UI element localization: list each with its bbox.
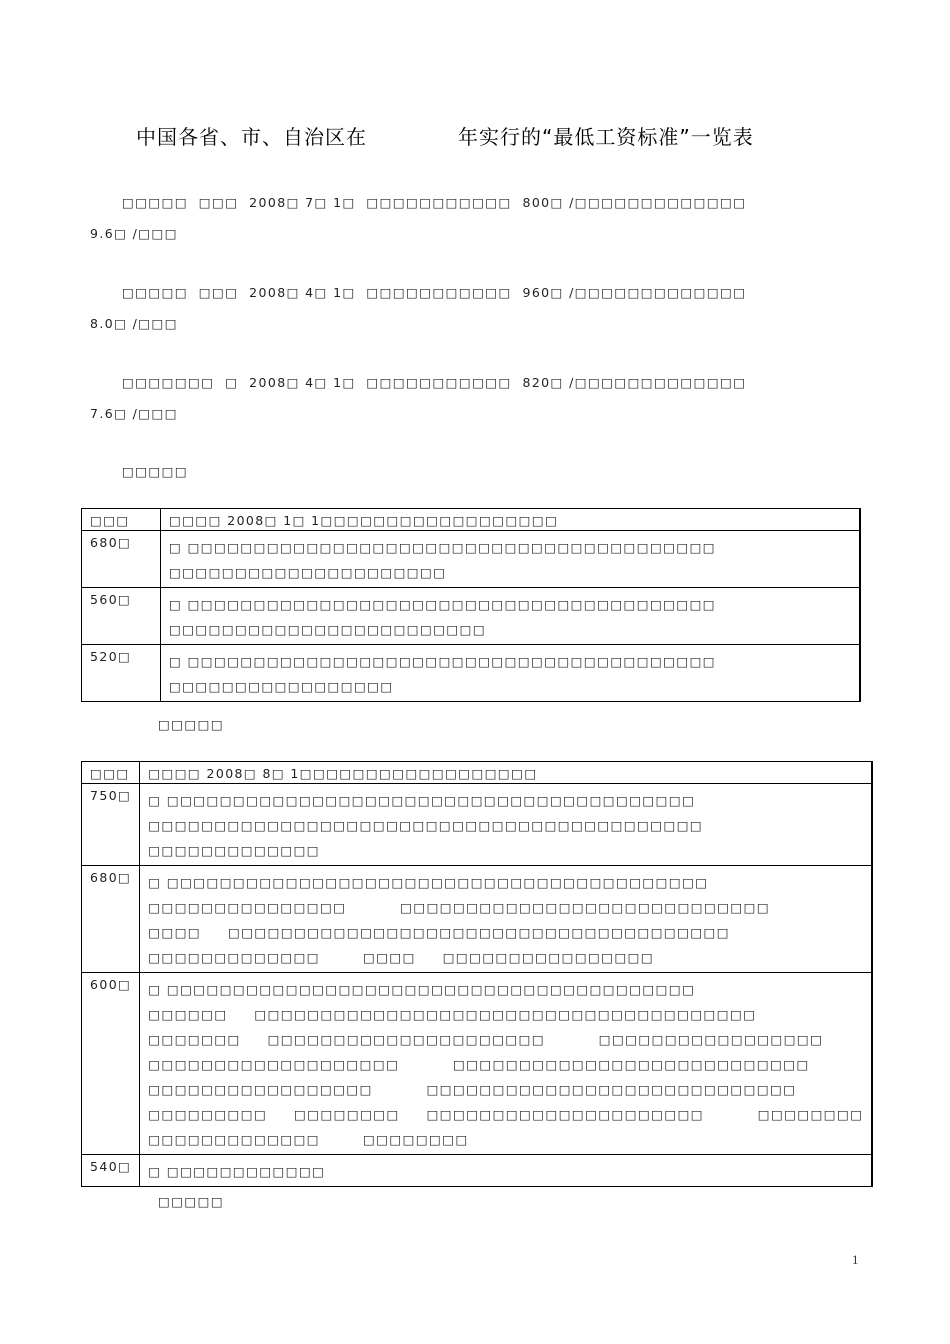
region-line: □□□□□□□□□□□□□□□□□□□□□□□□ xyxy=(169,622,487,637)
table-header-cell: □□□ xyxy=(82,762,140,784)
wage-amount: 560□ xyxy=(82,588,161,645)
region-list-cell xyxy=(161,588,861,645)
table-row xyxy=(82,866,873,973)
paragraph-3-line-2: 7.6□ /□□□ xyxy=(90,406,178,421)
table-row xyxy=(82,973,873,1155)
wage-amount: 520□ xyxy=(82,645,161,702)
paragraph-3-line-1: □□□□□□□ □ 2008□ 4□ 1□ □□□□□□□□□□□ 820□ /□□□□□□□□□□□□□ xyxy=(122,375,747,390)
region-line: □□□□□□□ □□□□□□□□□□□□□□□□□□□□□ □□□□□□□□□□□□□□□□□ xyxy=(148,1032,824,1047)
region-line: □□□□□□□□□ □□□□□□□□ □□□□□□□□□□□□□□□□□□□□□ □□□□□□□□ xyxy=(148,1107,864,1122)
region-line: □□□□□□□□□□□□□□□□□□□□□ xyxy=(169,565,447,580)
paragraph-2-line-1: □□□□□ □□□ 2008□ 4□ 1□ □□□□□□□□□□□ 960□ /□□□□□□□□□□□□□ xyxy=(122,285,747,300)
region-list-cell xyxy=(140,973,873,1155)
page-title-right: 年实行的“最低工资标准”一览表 xyxy=(458,125,754,149)
region-list-cell xyxy=(161,645,861,702)
region-line: □ □□□□□□□□□□□□ xyxy=(148,1164,326,1179)
wage-amount: 600□ xyxy=(82,973,140,1155)
region-line: □ □□□□□□□□□□□□□□□□□□□□□□□□□□□□□□□□□□□□□□□□ xyxy=(169,654,716,669)
wage-amount: 680□ xyxy=(82,866,140,973)
wage-amount: 750□ xyxy=(82,784,140,866)
table-row xyxy=(82,784,873,866)
section-label-3: □□□□□ xyxy=(158,1194,225,1209)
region-line: □ □□□□□□□□□□□□□□□□□□□□□□□□□□□□□□□□□□□□□□□□ xyxy=(169,597,716,612)
region-line: □□□□□□□□□□□□□□□□□ □□□□□□□□□□□□□□□□□□□□□□□□□□□□ xyxy=(148,1082,797,1097)
table-row xyxy=(82,531,861,588)
region-line: □ □□□□□□□□□□□□□□□□□□□□□□□□□□□□□□□□□□□□□□□□ xyxy=(169,540,716,555)
region-line: □□□□□□□□□□□□□ xyxy=(148,843,321,858)
table-header-row xyxy=(82,509,861,531)
region-line: □ □□□□□□□□□□□□□□□□□□□□□□□□□□□□□□□□□□□□□□□□ xyxy=(148,982,696,997)
region-list-cell xyxy=(161,531,861,588)
region-line: □□□□□□□□□□□□□ □□□□□□□□ xyxy=(148,1132,469,1147)
section-label-2: □□□□□ xyxy=(158,717,225,732)
region-list-cell xyxy=(140,1155,873,1187)
region-line: □□□□ □□□□□□□□□□□□□□□□□□□□□□□□□□□□□□□□□□□□□□ xyxy=(148,925,730,940)
table-row xyxy=(82,588,861,645)
page-number: 1 xyxy=(852,1252,859,1267)
wage-amount: 540□ xyxy=(82,1155,140,1187)
region-line: □□□□□□ □□□□□□□□□□□□□□□□□□□□□□□□□□□□□□□□□□□□□□ xyxy=(148,1007,757,1022)
paragraph-1-line-2: 9.6□ /□□□ xyxy=(90,226,178,241)
table-row xyxy=(82,1155,873,1187)
region-line: □□□□□□□□□□□□□□□□□ xyxy=(169,679,394,694)
table-header-cell: □□□□ 2008□ 8□ 1□□□□□□□□□□□□□□□□□□ xyxy=(140,762,873,784)
table-header-row xyxy=(82,762,873,784)
paragraph-2-line-2: 8.0□ /□□□ xyxy=(90,316,178,331)
table-header-cell: □□□□ 2008□ 1□ 1□□□□□□□□□□□□□□□□□□ xyxy=(161,509,861,531)
region-line: □□□□□□□□□□□□□□□□□□□□□□□□□□□□□□□□□□□□□□□□□□ xyxy=(148,818,704,833)
region-line: □ □□□□□□□□□□□□□□□□□□□□□□□□□□□□□□□□□□□□□□□□ xyxy=(148,793,696,808)
region-line: □□□□□□□□□□□□□ □□□□ □□□□□□□□□□□□□□□□ xyxy=(148,950,655,965)
region-line: □□□□□□□□□□□□□□□ □□□□□□□□□□□□□□□□□□□□□□□□□□□□ xyxy=(148,900,771,915)
region-list-cell xyxy=(140,866,873,973)
region-line: □ □□□□□□□□□□□□□□□□□□□□□□□□□□□□□□□□□□□□□□□□□ xyxy=(148,875,709,890)
table-row xyxy=(82,645,861,702)
wage-amount: 680□ xyxy=(82,531,161,588)
wage-table-2 xyxy=(81,761,873,1187)
paragraph-1-line-1: □□□□□ □□□ 2008□ 7□ 1□ □□□□□□□□□□□ 800□ /□□□□□□□□□□□□□ xyxy=(122,195,747,210)
wage-table-1 xyxy=(81,508,861,702)
region-list-cell xyxy=(140,784,873,866)
section-label-1: □□□□□ xyxy=(122,464,189,479)
region-line: □□□□□□□□□□□□□□□□□□□ □□□□□□□□□□□□□□□□□□□□□□□□□□□ xyxy=(148,1057,810,1072)
table-header-cell: □□□ xyxy=(82,509,161,531)
page-title-left: 中国各省、市、自治区在 xyxy=(136,125,367,149)
